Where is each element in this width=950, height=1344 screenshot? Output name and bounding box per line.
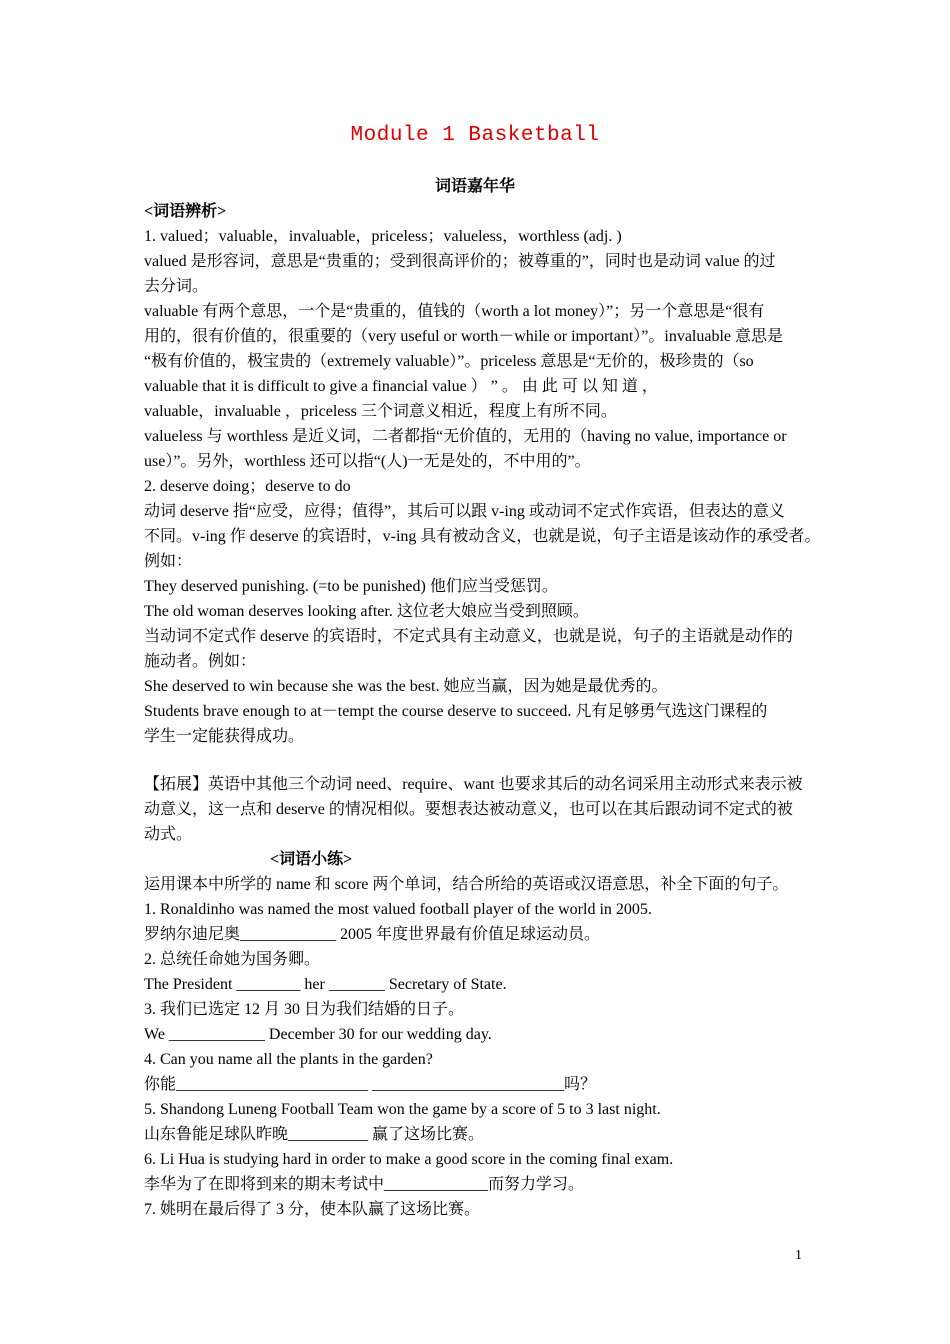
text-line: 1. valued；valuable，invaluable，priceless；valueless，worthless (adj. ): [144, 228, 622, 245]
page-number: 1: [795, 1248, 802, 1263]
subheading-word-practice: <词语小练>: [270, 851, 353, 868]
exercise-blank: 罗纳尔迪尼奥____________ 2005 年度世界最有价值足球运动员。: [144, 926, 601, 943]
text-line: 当动词不定式作 deserve 的宾语时，不定式具有主动意义，也就是说，句子的主语就是动作的: [144, 628, 793, 645]
text-line: 2. deserve doing；deserve to do: [144, 478, 351, 495]
extension-note: 【拓展】英语中其他三个动词 need、require、want 也要求其后的动名词采用主动形式来表示被: [144, 776, 803, 793]
exercise-item: 4. Can you name all the plants in the garden?: [144, 1051, 433, 1068]
text-line: valuable 有两个意思，一个是“贵重的，值钱的（worth a lot money）”；另一个意思是“很有: [144, 303, 765, 320]
text-line: 施动者。例如：: [144, 653, 257, 670]
example-sentence: Students brave enough to at－tempt the course deserve to succeed. 凡有足够勇气选这门课程的: [144, 703, 768, 720]
text-line: 去分词。: [144, 278, 209, 295]
text-line: 用的，很有价值的，很重要的（very useful or worth－while or important）”。invaluable 意思是: [144, 328, 784, 345]
text-line: 不同。v-ing 作 deserve 的宾语时，v-ing 具有被动含义，也就是说，句子主语是该动作的承受者。: [144, 528, 821, 545]
exercise-instructions: 运用课本中所学的 name 和 score 两个单词，结合所给的英语或汉语意思，补全下面的句子。: [144, 876, 789, 893]
text-line: 例如：: [144, 553, 193, 570]
exercise-blank: We ____________ December 30 for our wedding day.: [144, 1026, 492, 1043]
section-heading: 词语嘉年华: [434, 178, 515, 195]
extension-note: 动式。: [144, 826, 193, 843]
example-sentence: She deserved to win because she was the best. 她应当赢，因为她是最优秀的。: [144, 678, 668, 695]
exercise-blank: The President ________ her _______ Secretary of State.: [144, 976, 507, 993]
extension-note: 动意义，这一点和 deserve 的情况相似。要想表达被动意义，也可以在其后跟动词不定式的被: [144, 801, 793, 818]
page-title: Module 1 Basketball: [350, 124, 600, 147]
exercise-item: 3. 我们已选定 12 月 30 日为我们结婚的日子。: [144, 1001, 465, 1018]
exercise-item: 7. 姚明在最后得了 3 分，使本队赢了这场比赛。: [144, 1201, 481, 1218]
example-sentence: They deserved punishing. (=to be punished) 他们应当受惩罚。: [144, 578, 558, 595]
exercise-blank: 李华为了在即将到来的期末考试中_____________而努力学习。: [144, 1176, 585, 1193]
example-sentence: The old woman deserves looking after. 这位老大娘应当受到照顾。: [144, 603, 589, 620]
exercise-item: 6. Li Hua is studying hard in order to make a good score in the coming final exam.: [144, 1151, 674, 1168]
subheading-word-analysis: <词语辨析>: [144, 203, 227, 220]
text-line: use）”。另外，worthless 还可以指“(人)一无是处的，不中用的”。: [144, 453, 591, 470]
exercise-item: 5. Shandong Luneng Football Team won the game by a score of 5 to 3 last night.: [144, 1101, 661, 1118]
text-line: 学生一定能获得成功。: [144, 728, 305, 745]
text-line: valuable that it is difficult to give a financial value ） ” 。 由 此 可 以 知 道 ，: [144, 378, 658, 395]
exercise-item: 2. 总统任命她为国务卿。: [144, 951, 321, 968]
text-line: valueless 与 worthless 是近义词，二者都指“无价值的，无用的（having no value, importance or: [144, 428, 787, 445]
exercise-blank: 你能________________________ ________________________吗？: [144, 1076, 597, 1093]
text-line: “极有价值的，极宝贵的（extremely valuable）”。priceless 意思是“无价的，极珍贵的（so: [144, 353, 754, 370]
text-line: valuable，invaluable ，priceless 三个词意义相近，程度上有所不同。: [144, 403, 617, 420]
exercise-blank: 山东鲁能足球队昨晚__________ 赢了这场比赛。: [144, 1126, 485, 1143]
exercise-item: 1. Ronaldinho was named the most valued football player of the world in 2005.: [144, 901, 652, 918]
text-line: 动词 deserve 指“应受，应得；值得”，其后可以跟 v-ing 或动词不定式作宾语，但表达的意义: [144, 503, 785, 520]
text-line: valued 是形容词，意思是“贵重的；受到很高评价的；被尊重的”，同时也是动词 value 的过: [144, 253, 776, 270]
